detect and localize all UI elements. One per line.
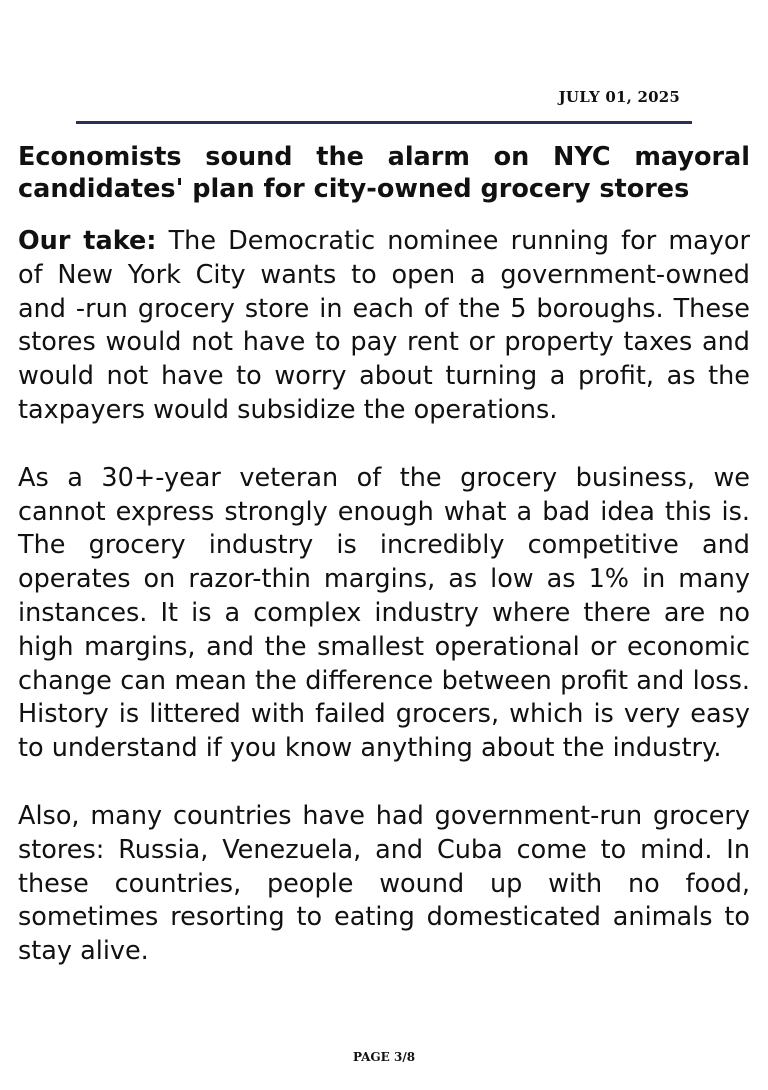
article-body (18, 141, 750, 1003)
article-paragraph-2: As a 30+-year veteran of the grocery business, we cannot express strongly enough what a bad idea this is. The grocery industry is incredibly competitive and operates on razor-thin margins, as low as 1% in many instances. It is a complex industry where there are no high margins, and the smallest operational or economic change can mean the difference between profit and loss. History is littered with failed grocers, which is very easy to understand if you know anything about the industry. (18, 462, 750, 764)
header-divider (76, 121, 692, 124)
page-number: PAGE 3/8 (352, 1050, 416, 1064)
publication-date: JULY 01, 2025 (558, 88, 680, 106)
lead-label: Our take: (18, 226, 157, 256)
article-headline: Economists sound the alarm on NYC mayoral candidates' plan for city-owned grocery stores (18, 142, 750, 204)
paragraph-1-text: The Democratic nominee running for mayor of New York City wants to open a government-owned and -run grocery store in each of the 5 boroughs. These stores would not have to pay rent or property taxes and would not have to worry about turning a profit, as the taxpayers would subsidize the operations. (18, 226, 750, 425)
article-paragraph-1 (18, 225, 750, 428)
article-paragraph-3: Also, many countries have had government-run grocery stores: Russia, Venezuela, and Cuba come to mind. In these countries, people wound up with no food, sometimes resorting to eating domesticated animals to stay alive. (18, 800, 750, 967)
